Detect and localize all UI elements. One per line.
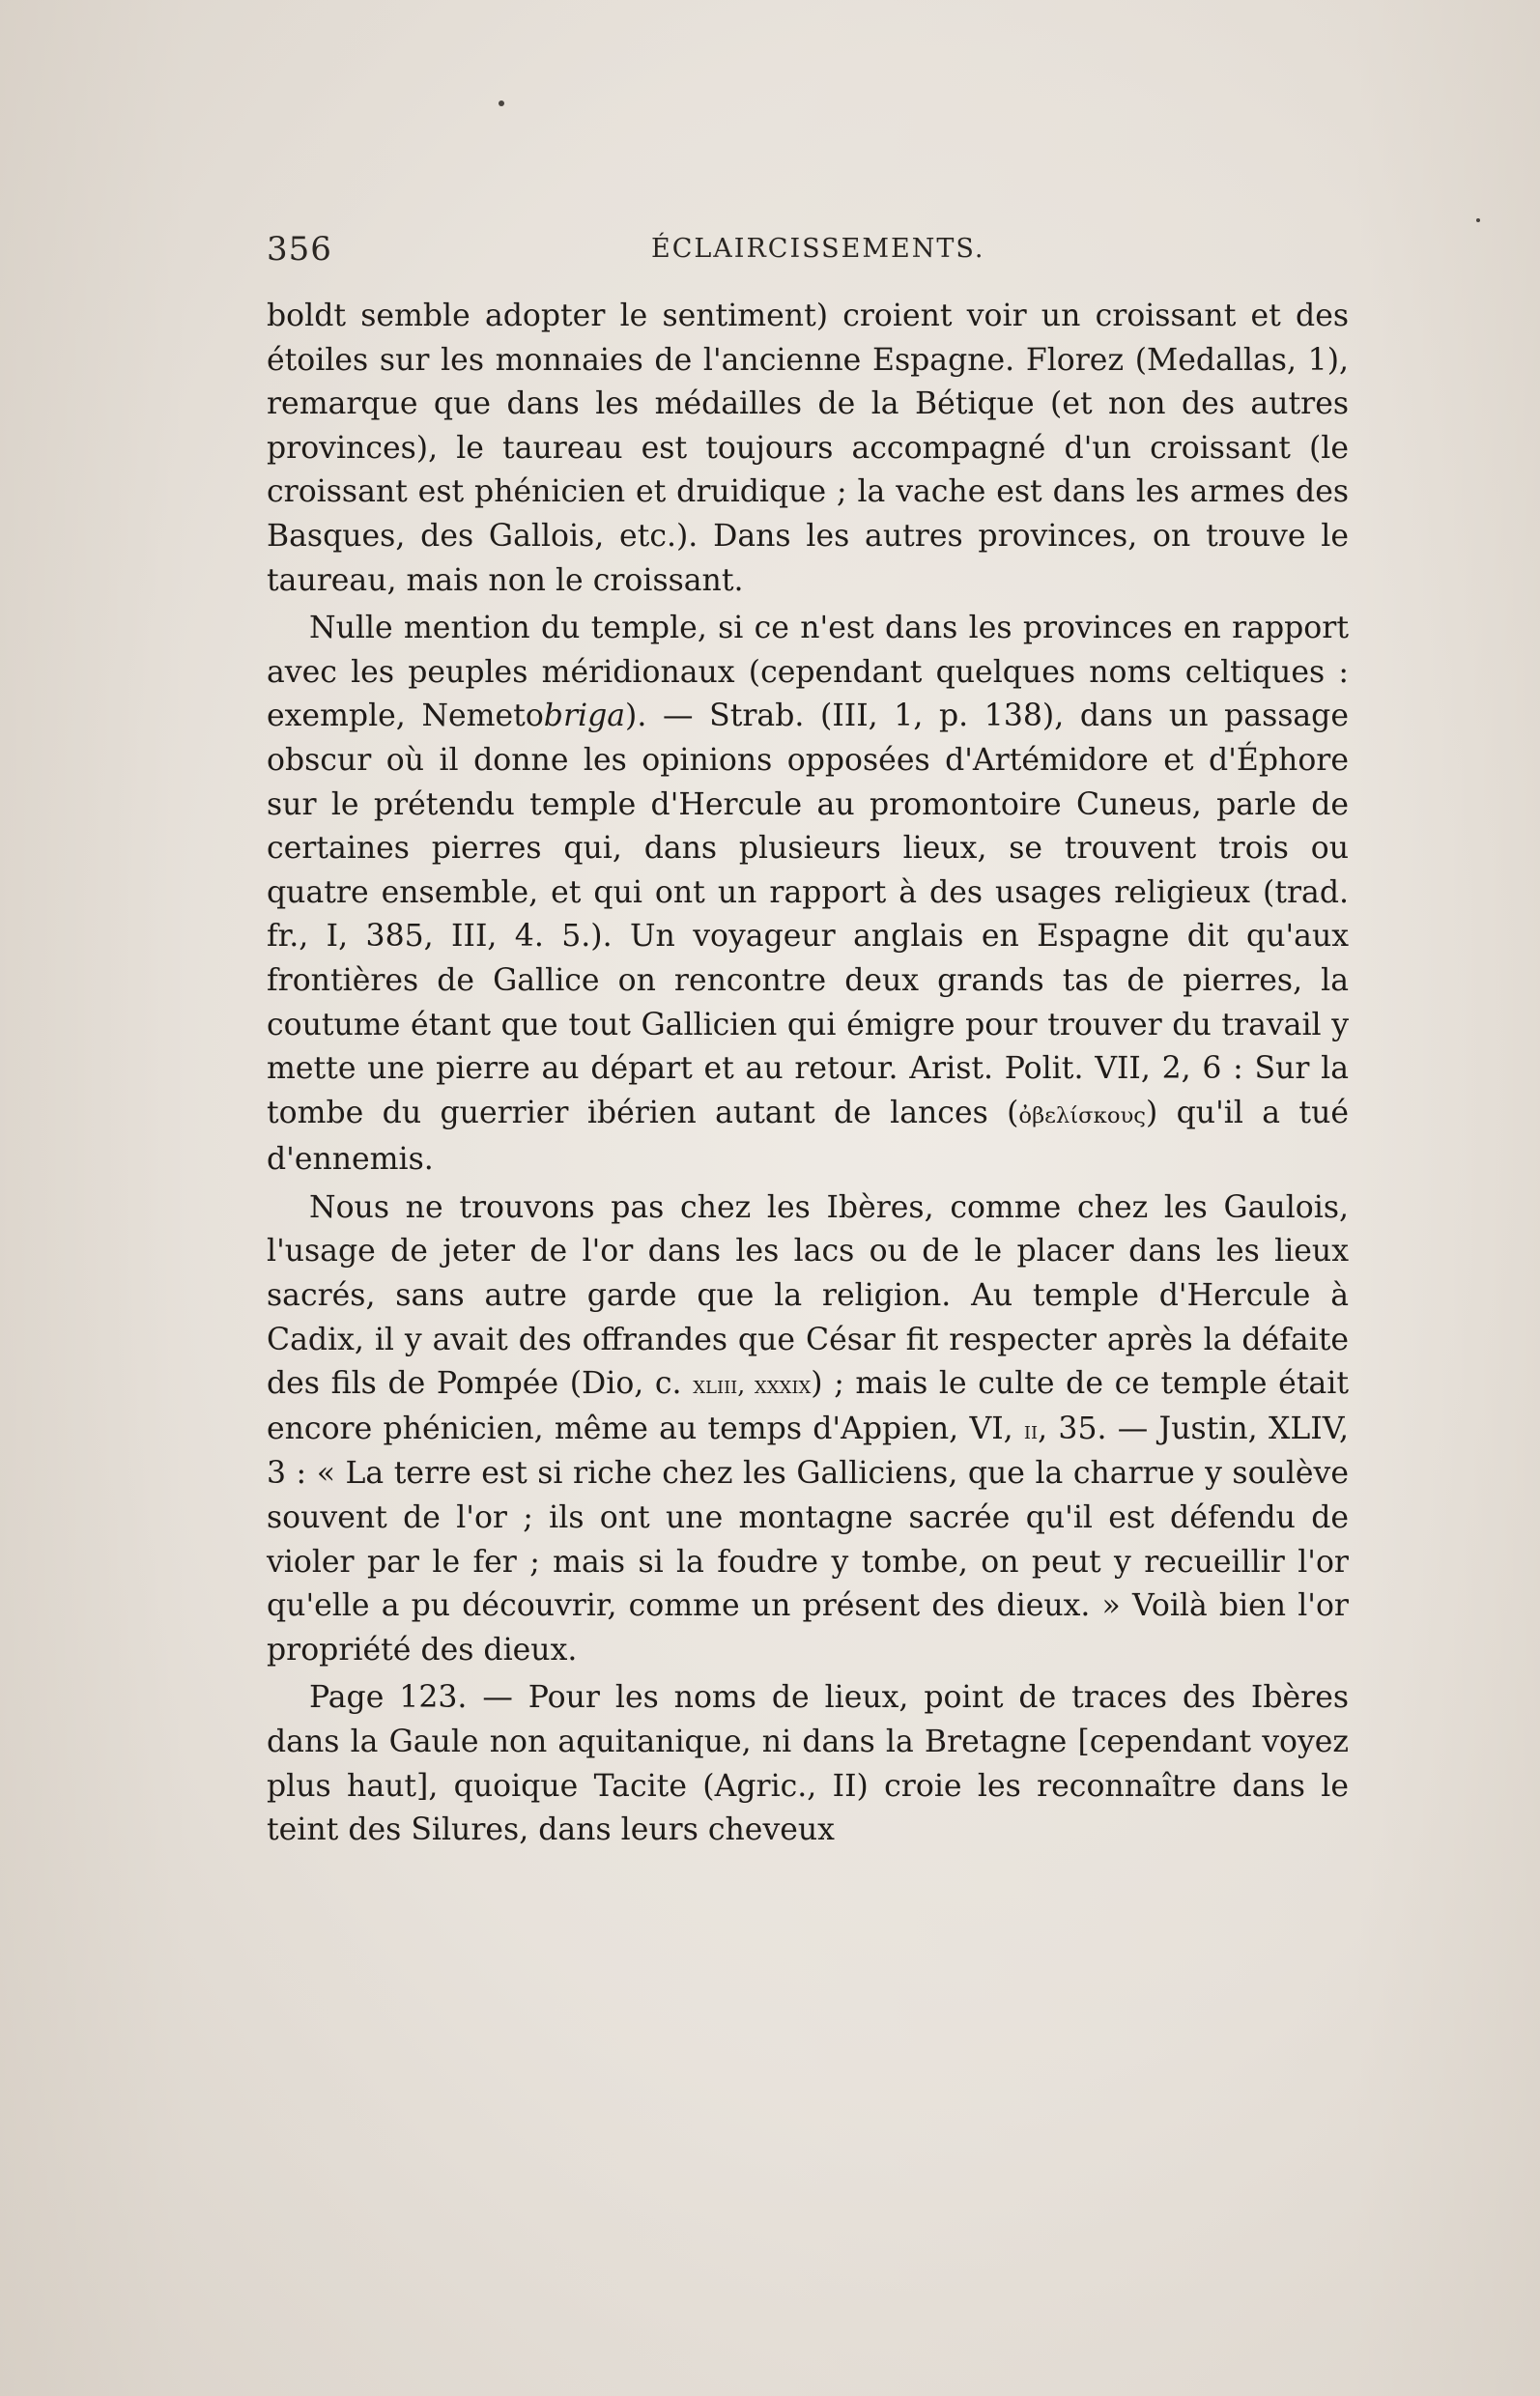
roman-numeral-reference: ii [1023, 1415, 1039, 1444]
paragraph-3 [267, 1186, 1349, 1673]
paragraph-3-part-2: ) ; mais le culte de ce temple était encore phénicien, même au temps d'Appien, VI, [267, 1366, 1349, 1446]
paragraph-2 [267, 607, 1349, 1183]
paragraph-2-part-1: Nulle mention du temple, si ce n'est dans les provinces en rapport avec les peuples méridionaux (cependant quelques noms celtiques : exemple, Nemeto [267, 611, 1349, 734]
roman-numeral-reference: xliii, xxxix [693, 1371, 812, 1400]
greek-word: ὀβελίσκους [1018, 1102, 1146, 1128]
italic-word: briga [543, 699, 626, 734]
page-header [267, 230, 1349, 278]
ink-speck [499, 100, 504, 106]
paragraph-2-part-2: ). — Strab. (III, 1, p. 138), dans un passage obscur où il donne les opinions opposées d'Artémidore et d'Éphore sur le prétendu temple d'Hercule au promontoire Cuneus, parle de certaines pierres qui, dans plusieurs lieux, se trouvent trois ou quatre ensemble, et qui ont un rapport à des usages religieux (trad. fr., I, 385, III, 4. 5.). Un voyageur anglais en Espagne dit qu'aux frontières de Gallice on rencontre deux grands tas de pierres, la coutume étant que tout Gallicien qui émigre pour trouver du travail y mette une pierre au départ et au retour. Arist. Polit. VII, 2, 6 : Sur la tombe du guerrier ibérien autant de lances ( [267, 699, 1349, 1130]
paragraph-1: boldt semble adopter le sentiment) croient voir un croissant et des étoiles sur les monnaies de l'ancienne Espagne. Florez (Medallas, 1), remarque que dans les médailles de la Bétique (et non des autres provinces), le taureau est toujours accompagné d'un croissant (le croissant est phénicien et druidique ; la vache est dans les armes des Basques, des Gallois, etc.). Dans les autres provinces, on trouve le taureau, mais non le croissant. [267, 299, 1349, 598]
paragraph-2-part-3: ) qu'il a tué d'ennemis. [267, 1095, 1349, 1178]
body-text [267, 295, 1349, 1853]
ink-speck [1476, 218, 1480, 222]
paragraph-4: Page 123. — Pour les noms de lieux, point de traces des Ibères dans la Gaule non aquitanique, ni dans la Bretagne [cependant voyez plus haut], quoique Tacite (Agric., II) croie les reconnaître dans le teint des Silures, dans leurs cheveux [267, 1680, 1349, 1848]
running-head: ÉCLAIRCISSEMENTS. [651, 234, 985, 264]
paragraph-3-part-1: Nous ne trouvons pas chez les Ibères, comme chez les Gaulois, l'usage de jeter de l'or dans les lacs ou de le placer dans les lieux sacrés, sans autre garde que la religion. Au temple d'Hercule à Cadix, il y avait des offrandes que César fit respecter après la défaite des fils de Pompée (Dio, c. [267, 1189, 1349, 1402]
page-number: 356 [267, 230, 332, 269]
paragraph-3-part-3: , 35. — Justin, XLIV, 3 : « La terre est si riche chez les Galliciens, que la charrue y soulève souvent de l'or ; ils ont une montagne sacrée qu'il est défendu de violer par le fer ; mais si la foudre y tombe, on peut y recueillir l'or qu'elle a pu découvrir, comme un présent des dieux. » Voilà bien l'or propriété des dieux. [267, 1411, 1349, 1668]
